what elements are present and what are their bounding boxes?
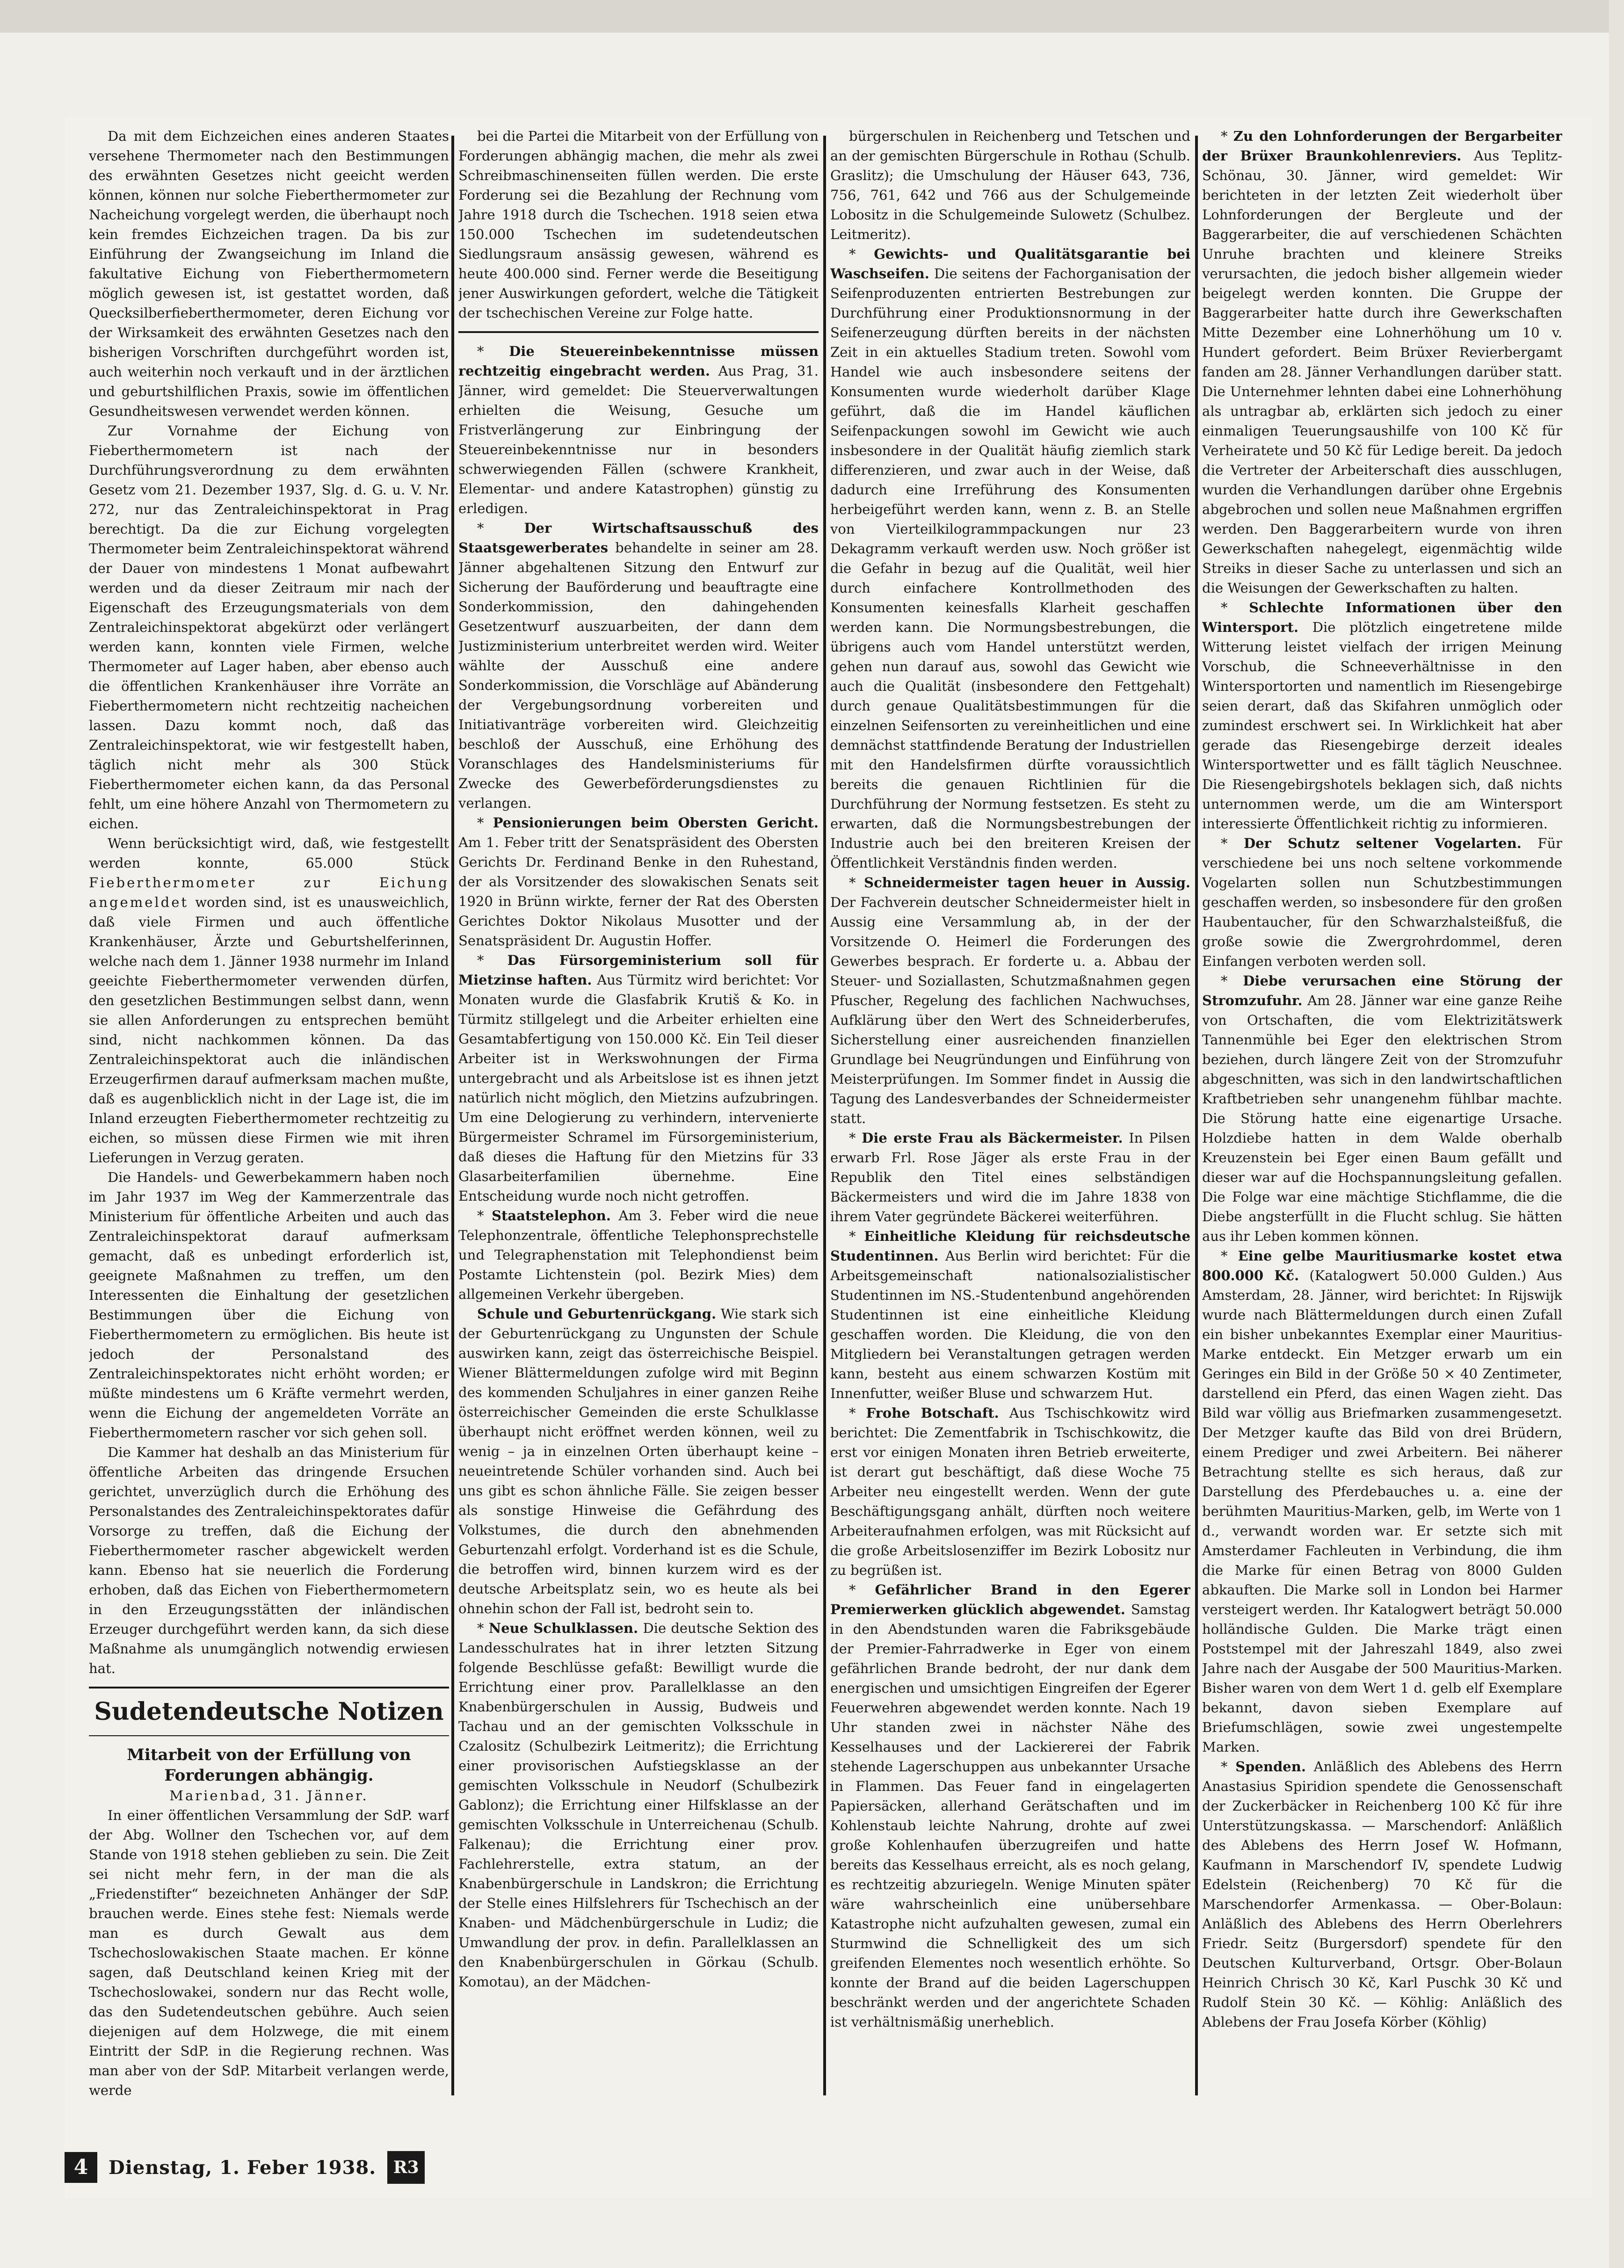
news-item: Schule und Geburtenrückgang. Wie stark sich der Geburtenrückgang zu Ungunsten der Schule auswirken kann, zeigt das österreichische Beispiel. Wiener Blättermeldungen zufolge wird mit Beginn des kommenden Schuljahres in einer ganzen Reihe österreichischer Gemeinden die erste Schulklasse überhaupt nicht eröffnet werden können, weil zu wenig – ja in einzelnen Orten überhaupt keine – neueintretende Schüler vorhanden sind. Auch bei uns gibt es schon ähnliche Fälle. Sie zeigen besser als sonstige Hinweise die Gefährdung des Volkstumes, die durch den abnehmenden Geburtenzahl erfolgt. Vorderhand ist es die Schule, die betroffen wird, binnen kurzem wird es der deutsche Arbeitsplatz sein, wo es heute als bei ohnehin schon der Fall ist, bedroht sein to. [458,1306,819,1616]
news-headline: Das Fürsorgeministerium soll für Mietzinse haften. [458,952,819,988]
news-headline: Die Steuereinbekenntnisse müssen rechtzeitig eingebracht werden. [458,343,819,379]
news-item: * Der Wirtschaftsausschuß des Staatsgewerberates behandelte in seiner am 28. Jänner abgehaltenen Sitzung den Entwurf zur Sicherung der Bauförderung und beauftragte eine Sonderkommission, den dahingehenden Gesetzentwurf auszuarbeiten, der dann dem Justizministerium unterbreitet werden wird. Weiter wählte der Ausschuß eine andere Sonderkommission, die Vorschläge auf Abänderung der Vergebungsordnung vorbereiten und Initiativanträge vorbereiten wird. Gleichzeitig beschloß der Ausschuß, eine Erhöhung des Voranschlages des Handelsministeriums für Zwecke des Gewerbeförderungsdienstes zu verlangen. [458,520,819,811]
news-headline: Frohe Botschaft. [866,1405,999,1421]
news-item: * Diebe verursachen eine Störung der Stromzufuhr. Am 28. Jänner war eine ganze Reihe von Ortschaften, die vom Elektrizitätswerk Tannenmühle bei Eger den elektrischen Strom beziehen, durch längere Zeit von der Stromzufuhr abgeschnitten, was sich in den landwirtschaftlichen Kraftbetrieben sehr unangenehm fühlbar machte. Die Störung hatte eine eigenartige Ursache. Holzdiebe hatten in dem Walde oberhalb Kreuzenstein bei Eger einen Baum gefällt und dieser war auf die Hochspannungsleitung gefallen. Die Folge war eine mächtige Stichflamme, die die Diebe angsterfüllt in die Flucht schlug. Sie hätten aus ihr Leben kommen können. [1202,973,1562,1244]
news-headline: Zu den Lohnforderungen der Bergarbeiter der Brüxer Braunkohlenreviers. [1202,128,1562,164]
news-headline: Der Wirtschaftsausschuß des Staatsgewerberates [458,520,819,556]
news-headline: Schlechte Informationen über den Wintersport. [1202,600,1562,635]
news-item: * Frohe Botschaft. Aus Tschischkowitz wird berichtet: Die Zementfabrik in Tschischkowitz, die erst vor einigen Monaten ihren Betrieb erweiterte, ist derart gut beschäftigt, daß diese Woche 75 Arbeiter neu eingestellt werden. Wenn der gute Beschäftigungsgang anhält, dürften noch weitere Arbeiteraufnahmen erfolgen, was mit Rücksicht auf die große Arbeitslosenziffer im Bezirk Lobositz nur zu begrüßen ist. [830,1405,1190,1578]
news-headline: Gefährlicher Brand in den Egerer Premierwerken glücklich abgewendet. [830,1582,1190,1617]
news-item: * Spenden. Anläßlich des Ablebens des Herrn Anastasius Spiridion spendete die Genossenschaft der Zuckerbäcker in Reichenberg 100 Kč für ihre Unterstützungskassa. — Marschendorf: Anläßlich des Ablebens des Herrn Josef W. Hofmann, Kaufmann in Marschendorf IV, spendete Ludwig Edelstein (Reichenberg) 70 Kč für die Marschendorfer Armenkassa. — Ober-Bolaun: Anläßlich des Ablebens des Herrn Oberlehrers Friedr. Seitz (Burgersdorf) spendete für den Deutschen Kulturverband, Ortsgr. Ober-Bolaun Heinrich Chrisch 30 Kč, Karl Puschk 30 Kč und Rudolf Stein 30 Kč. — Köhlig: Anläßlich des Ablebens der Frau Josefa Körber (Köhlig) [1202,1759,1562,2030]
news-headline: Gewichts- und Qualitätsgarantie bei Waschseifen. [830,246,1190,282]
column-4 [1202,126,1562,2114]
article-paragraph: Da mit dem Eichzeichen eines anderen Staates versehene Thermometer nach den Bestimmungen des erwähnten Gesetzes nicht geeicht werden können, können nur solche Fieberthermometer zur Nacheichung vorgelegt werden, die überhaupt noch kein fremdes Eichzeichen tragen. Da bis zur Einführung der Zwangseichung im Inland die fakultative Eichung von Fieberthermometern möglich gewesen ist, ist gestattet worden, daß Quecksilberfieberthermometer, deren Eichung vor der Wirksamkeit des erwähnten Gesetzes nach den bisherigen Vorschriften durchgeführt worden ist, auch weiterhin noch verkauft und in der ärztlichen und geburtshilflichen Praxis, sowie im öffentlichen Gesundheitswesen verwendet werden können. [89,128,449,419]
column-rule [1195,136,1198,2095]
news-item: * Schneidermeister tagen heuer in Aussig. Der Fachverein deutscher Schneidermeister hielt in Aussig eine Versammlung ab, in der der Vorsitzende O. Heimerl die Forderungen des Gewerbes besprach. Er forderte u. a. Abbau der Steuer- und Soziallasten, Schutzmaßnahmen gegen Pfuscher, Regelung des fachlichen Nachwuchses, Aufklärung über den Wert des Schneiderberufes, Sicherstellung einer ausreichenden finanziellen Grundlage bei Neugründungen und Einführung von Meisterprüfungen. Im Sommer findet in Aussig die Tagung des Landesverbandes der Schneidermeister statt. [830,875,1190,1126]
news-item: * Die erste Frau als Bäckermeister. In Pilsen erwarb Frl. Rose Jäger als erste Frau in der Republik den Titel eines selbständigen Bäckermeisters und wird die im Jahre 1838 von ihrem Vater gegründete Bäckerei weiterführen. [830,1130,1190,1225]
news-item: * Eine gelbe Mauritiusmarke kostet etwa 800.000 Kč. (Katalogwert 50.000 Gulden.) Aus Amsterdam, 28. Jänner, wird berichtet: In Rijswijk wurde nach Blättermeldungen durch einen Zufall ein bisher unbekanntes Exemplar einer Mauritius-Marke entdeckt. Ein Metzger erwarb um ein Geringes ein Bild in der Größe 50 × 40 Zentimeter, darstellend ein Pferd, das einen Wagen zieht. Das Bild war völlig aus Briefmarken zusammengesetzt. Der Metzger kaufte das Bild von drei Brüdern, einem Prediger und zwei Arbeitern. Bei näherer Betrachtung stellte es sich heraus, daß zur Darstellung des Pferdebauches u. a. eine der berühmten Mauritius-Marken, gelb, im Werte von 1 d., verwandt worden war. Er setzte sich mit Amsterdamer Fachleuten in Verbindung, die ihm die Marke für einen Betrag von 8000 Gulden abkauften. Die Marke soll in London bei Harmer versteigert werden. Ihr Katalogwert beträgt 50.000 holländische Gulden. Die Marke trägt einen Poststempel mit der Jahreszahl 1849, also zwei Jahre nach der Ausgabe der 500 Mauritius-Marken. Bisher waren von dem Wert 1 d. gelb elf Exemplare bekannt, davon sieben Exemplare auf Briefumschlägen, sowie zwei ungestempelte Marken. [1202,1248,1562,1755]
news-headline: Spenden. [1235,1759,1306,1775]
article-headline: Mitarbeit von der Erfüllung von Forderungen abhängig. [127,1746,411,1785]
news-item: * Zu den Lohnforderungen der Bergarbeiter der Brüxer Braunkohlenreviers. Aus Teplitz-Schönau, 30. Jänner, wird gemeldet: Wir berichteten in der letzten Zeit wiederholt über Lohnforderungen der Bergleute und der Baggerarbeiter, die auf verschiedenen Schächten Unruhe brachten und kleinere Streiks verursachten, die jedoch bisher allgemein wieder beigelegt werden konnten. Die Gruppe der Baggerarbeiter hatte durch ihre Gewerkschaften Mitte Dezember eine Lohnerhöhung um 10 v. Hundert gefordert. Beim Brüxer Revierbergamt fanden am 28. Jänner Verhandlungen darüber statt. Die Unternehmer lehnten dabei eine Lohnerhöhung als untragbar ab, erklärten sich jedoch zu einer einmaligen Teuerungsaushilfe von 100 Kč für Verheiratete und 50 Kč für Ledige bereit. Da jedoch die Vertreter der Arbeiterschaft dies ausschlugen, wurden die Verhandlungen darüber ohne Ergebnis abgebrochen und sollen neue Maßnahmen ergriffen werden. Den Baggerarbeitern wurde von ihren Gewerkschaften nahegelegt, eigenmächtig wilde Streiks in dieser Sache zu unterlassen und sich an die Weisungen der Gewerkschaften zu halten. [1202,128,1562,596]
article-paragraph: bürgerschulen in Reichenberg und Tetschen und an der gemischten Bürgerschule in Rothau (Schulb. Graslitz); die Umschulung der Häuser 643, 736, 756, 761, 642 und 766 aus der Schulgemeinde Lobositz in die Schulgemeinde Sulowetz (Schulbez. Leitmeritz). [830,128,1190,242]
news-item: * Gewichts- und Qualitätsgarantie bei Waschseifen. Die seitens der Fachorganisation der Seifenproduzenten entrierten Bestrebungen zur Durchführung einer Produktionsnormung in der Seifenerzeugung dürften bereits in der nächsten Zeit in ein aktuelles Stadium treten. Sowohl vom Handel wie auch insbesondere seitens der Konsumenten wurde wiederholt darüber Klage geführt, daß die im Handel käuflichen Seifenpackungen sowohl im Gewicht wie auch insbesondere in der Qualität häufig ziemlich stark differenzieren, und zwar auch in der Weise, daß dadurch eine Irreführung des Konsumenten herbeigeführt werden kann, wenn z. B. an Stelle von Vierteilkilogrammpackungen nur 23 Dekagramm verkauft werden usw. Noch größer ist die Gefahr in bezug auf die Qualität, weil hier durch einfachere Kontrollmethoden des Konsumenten keinesfalls Klarheit geschaffen werden kann. Die Normungsbestrebungen, die übrigens auch vom Handel unterstützt werden, gehen nun darauf aus, sowohl das Gewicht wie auch die Qualität (insbesondere den Fettgehalt) durch genaue Qualitätsbestimmungen für die einzelnen Seifensorten zu vereinheitlichen und eine demnächst stattfindende Beratung der Industriellen mit den Handelsfirmen dürfte voraussichtlich bereits die genauen Richtlinien für die Durchführung der Normung festsetzen. Es steht zu erwarten, daß die Normungsbestrebungen der Industrie auch bei den breiteren Kreisen der Öffentlichkeit Verständnis finden werden. [830,246,1190,871]
news-item: * Neue Schulklassen. Die deutsche Sektion des Landesschulrates hat in ihrer letzten Sitzung folgende Beschlüsse gefaßt: Bewilligt wurde die Errichtung einer prov. Parallelklasse an den Knabenbürgerschulen in Aussig, Budweis und Tachau und an der gemischten Volksschule in Czalositz (Schulbezirk Leitmeritz); die Errichtung einer provisorischen Aufstiegsklasse an der gemischten Volksschule in Neudorf (Schulbezirk Gablonz); die Errichtung einer Hilfsklasse an der gemischten Volksschule in Unterreichenau (Schulb. Falkenau); die Errichtung einer prov. Fachlehrerstelle, extra statum, an der Knabenbürgerschule in Landskron; die Errichtung der Stelle eines Hilfslehrers für Tschechisch an der Knaben- und Mädchenbürgerschule in Ludiz; die Umwandlung der prov. in defin. Parallelklassen an den Knabenbürgerschulen in Görkau (Schulb. Komotau), an der Mädchen- [458,1620,819,1990]
article-paragraph: Wenn berücksichtigt wird, daß, wie festgestellt werden konnte, 65.000 Stück Fieberthermometer zur Eichung angemeldet worden sind, ist es unausweichlich, daß viele Firmen und auch öffentliche Krankenhäuser, Ärzte und Geburtshelferinnen, welche nach dem 1. Jänner 1938 nurmehr im Inland geeichte Fieberthermometer verwenden dürfen, den gesetzlichen Bestimmungen selbst dann, wenn sie allen Anforderungen zu entsprechen bemüht sind, nicht nachkommen können. Da das Zentraleichinspektorat auch die inländischen Erzeugerfirmen darauf aufmerksam machen mußte, daß es augenblicklich nicht in der Lage ist, die im Inland erzeugten Fieberthermometer rechtzeitig zu eichen, so müssen diese Firmen wie mit ihren Lieferungen in Verzug geraten. [89,835,449,1166]
column-2 [458,126,819,2114]
news-headline: Pensionierungen beim Obersten Gericht. [493,815,819,831]
emphasis-text: Fieberthermometer zur Eichung angemeldet [89,875,449,910]
column-3 [830,126,1190,2114]
article-paragraph: Die Handels- und Gewerbekammern haben noch im Jahr 1937 im Weg der Kammerzentrale das Ministerium für öffentliche Arbeiten und auch das Zentraleichinspektorat darauf aufmerksam gemacht, daß es unbedingt erforderlich ist, geeignete Maßnahmen zu treffen, um den Interessenten die Einhaltung der gesetzlichen Bestimmungen über die Eichung von Fieberthermometern zu ermöglichen. Bis heute ist jedoch der Personalstand des Zentraleichinspektorates nicht erhöht worden; er müßte mindestens um 6 Kräfte vermehrt werden, wenn die Eichung der angemeldeten Vorräte an Fieberthermometern rascher vor sich gehen soll. [89,1169,449,1441]
section-title: Sudetendeutsche Notizen [94,1697,444,1726]
dateline: Marienbad, 31. Jänner. [169,1788,369,1804]
article-paragraph: bei die Partei die Mitarbeit von der Erfüllung von Forderungen abhängig machen, die mehr als zwei Schreibmaschinenseiten füllen werden. Die erste Forderung sei die Bezahlung der Rechnung vom Jahre 1918 durch die Tschechen. 1918 seien etwa 150.000 Tschechen im sudetendeutschen Siedlungsraum ansässig gewesen, während es heute 400.000 sind. Ferner werde die Beseitigung jener Auswirkungen gefordert, welche die Tätigkeit der tschechischen Vereine zur Folge hatte. [458,128,819,321]
column-rule [451,136,454,2095]
publisher-logo: R3 [387,2151,425,2184]
news-item: * Gefährlicher Brand in den Egerer Premierwerken glücklich abgewendet. Samstag in den Abendstunden waren die Fabriksgebäude der Premier-Fahrradwerke in Eger von einem gefährlichen Brande bedroht, der nur dank dem energischen und umsichtigen Eingreifen der Egerer Feuerwehren abgewendet werden konnte. Nach 19 Uhr standen zwei in nächster Nähe des Kesselhauses und der Lackiererei der Fabrik stehende Lagerschuppen aus unbekannter Ursache in Flammen. Das Feuer fand in eingelagerten Papiersäcken, allerhand Gerätschaften und im Kohlenstaub leichte Nahrung, drohte auf zwei große Kohlenhaufen überzugreifen und hatte bereits das Kesselhaus erreicht, als es noch gelang, es rechtzeitig abzuriegeln. Wenige Minuten später wäre wahrscheinlich eine unübersehbare Katastrophe nicht aufzuhalten gewesen, zumal ein Sturmwind die Schnelligkeit des um sich greifenden Elementes noch wesentlich erhöhte. So konnte der Brand auf die beiden Lagerschuppen beschränkt werden und der angerichtete Schaden ist verhältnismäßig unerheblich. [830,1582,1190,2030]
section-divider [89,1735,449,1736]
news-item: * Die Steuereinbekenntnisse müssen rechtzeitig eingebracht werden. Aus Prag, 31. Jänner, wird gemeldet: Die Steuerverwaltungen erhielten die Weisung, Gesuche um Fristverlängerung zur Einbringung der Steuereinbekenntnisse nur in besonders schwerwiegenden Fällen (schwere Krankheit, Elementar- und andere Katastrophen) günstig zu erledigen. [458,343,819,516]
page-footer [65,2151,780,2184]
news-headline: Einheitliche Kleidung für reichsdeutsche Studentinnen. [830,1228,1190,1264]
page-number: 4 [65,2152,97,2183]
article-paragraph: In einer öffentlichen Versammlung der SdP. warf der Abg. Wollner den Tschechen vor, auf dem Stande von 1918 stehen geblieben zu sein. Die Zeit sei nicht mehr fern, in der man die als „Friedenstifter“ bezeichneten Anhänger der SdP. brauchen werde. Eines stehe fest: Niemals werde man es durch Gewalt aus dem Tschechoslowakischen Staate machen. Er könne sagen, daß Deutschland keinen Krieg mit der Tschechoslowakei, sondern nur das Recht wolle, das den Sudetendeutschen gebühre. Auch seien diejenigen auf dem Holzwege, die mit einem Eintritt der SdP. in die Regierung rechnen. Was man aber von der SdP. Mitarbeit verlangen werde, werde [89,1807,449,2098]
article-paragraph: Zur Vornahme der Eichung von Fieberthermometern ist nach der Durchführungsverordnung zu dem erwähnten Gesetz vom 21. Dezember 1937, Slg. d. G. u. V. Nr. 272, nur das Zentraleichinspektorat in Prag berechtigt. Da die zur Eichung vorgelegten Thermometer beim Zentraleichinspektorat während der Dauer von mindestens 1 Monat aufbewahrt werden und da dieser Zeitraum mir nach der Eigenschaft des Erzeugungsmaterials von dem Zentraleichinspektorat abgekürzt oder verlängert werden kann, konnten viele Firmen, welche Thermometer auf Lager haben, aber ebenso auch die öffentlichen Krankenhäuser ihre Vorräte an Fieberthermometern nicht rechtzeitig nacheichen lassen. Dazu kommt noch, daß das Zentraleichinspektorat, wie wir festgestellt haben, täglich nicht mehr als 300 Stück Fieberthermometer eichen kann, da das Personal fehlt, um eine höhere Anzahl von Thermometern zu eichen. [89,423,449,832]
news-headline: Diebe verursachen eine Störung der Stromzufuhr. [1202,973,1562,1008]
news-item: * Das Fürsorgeministerium soll für Mietzinse haften. Aus Türmitz wird berichtet: Vor Monaten wurde die Glasfabrik Krutiš & Ko. in Türmitz stillgelegt und die Arbeiter erhielten eine Gesamtabfertigung von 150.000 Kč. Ein Teil dieser Arbeiter ist in Werkswohnungen der Firma untergebracht und als Arbeitslose ist es ihnen jetzt natürlich nicht möglich, den Mietzins aufzubringen. Um eine Delogierung zu verhindern, intervenierte Bürgermeister Schramel im Fürsorgeministerium, daß dieses die Haftung für den Mietzins für 33 Glasarbeiterfamilien übernehme. Eine Entscheidung wurde noch nicht getroffen. [458,952,819,1204]
news-headline: Schule und Geburtenrückgang. [477,1306,717,1322]
news-item: * Pensionierungen beim Obersten Gericht. Am 1. Feber tritt der Senatspräsident des Obersten Gerichts Dr. Ferdinand Benke in den Ruhestand, der als Vorsitzender des slowakischen Senats seit 1920 in Brünn wirkte, ferner der Rat des Obersten Gerichtes Doktor Nikolaus Musotter und der Senatspräsident Dr. Augustin Hoffer. [458,815,819,949]
page-right-edge [1609,0,1624,2268]
issue-date: Dienstag, 1. Feber 1938. [109,2156,377,2179]
news-item: * Einheitliche Kleidung für reichsdeutsche Studentinnen. Aus Berlin wird berichtet: Für die Arbeitsgemeinschaft nationalsozialistischer Studentinnen im NS.-Studentenbund angehörenden Studentinnen ist eine einheitliche Kleidung geschaffen worden. Die Kleidung, die von den Mitgliedern bei Veranstaltungen getragen werden kann, besteht aus einem schwarzen Kostüm mit Innenfutter, weißer Bluse und schwarzem Hut. [830,1228,1190,1401]
news-headline: Die erste Frau als Bäckermeister. [862,1130,1123,1146]
news-item: * Schlechte Informationen über den Wintersport. Die plötzlich eingetretene milde Witterung leistet vielfach der irrigen Meinung Vorschub, die Schneeverhältnisse in den Wintersportorten und namentlich im Riesengebirge seien derart, daß das Skifahren unmöglich oder zumindest erschwert sei. In Wirklichkeit hat aber gerade das Riesengebirge derzeit ideales Wintersportwetter und es fällt täglich Neuschnee. Die Riesengebirgshotels beklagen sich, daß nichts unternommen werde, um die am Wintersport interessierte Öffentlichkeit richtig zu informieren. [1202,600,1562,832]
news-headline: Eine gelbe Mauritiusmarke kostet etwa 800.000 Kč. [1202,1248,1562,1283]
news-headline: Staatstelephon. [492,1208,611,1224]
page-top-edge [0,0,1624,33]
news-headline: Neue Schulklassen. [488,1620,638,1636]
column-rule [823,136,826,2095]
column-1 [89,126,449,2114]
news-headline: Der Schutz seltener Vogelarten. [1243,835,1522,851]
article-paragraph: Die Kammer hat deshalb an das Ministerium für öffentliche Arbeiten das dringende Ersuchen gerichtet, unverzüglich durch die Erhöhung des Personalstandes des Zentraleichinspektorates dafür Vorsorge zu treffen, daß die Eichung der Fieberthermometer rascher abgewickelt werden kann. Ebenso hat sie neuerlich die Forderung erhoben, daß das Eichen von Fieberthermometern in den Erzeugungsstätten der inländischen Erzeuger durchgeführt werden kann, da sich diese Maßnahme als unumgänglich notwendig erwiesen hat. [89,1444,449,1676]
news-item: * Staatstelephon. Am 3. Feber wird die neue Telephonzentrale, öffentliche Telephonsprechstelle und Telegraphenstation mit Telephondienst beim Postamte Lichtenstein (pol. Bezirk Mies) dem allgemeinen Verkehr übergeben. [458,1208,819,1302]
article-divider [458,331,819,333]
news-item: * Der Schutz seltener Vogelarten. Für verschiedene bei uns noch seltene vorkommende Vogelarten sollen nun Schutzbestimmungen geschaffen werden, so insbesondere für den großen Haubentaucher, für den Schwarzhalsteißfuß, die große sowie die Zwergrohrdommel, deren Einfangen verboten werden soll. [1202,835,1562,969]
news-headline: Schneidermeister tagen heuer in Aussig. [864,875,1190,891]
section-divider [89,1687,449,1688]
